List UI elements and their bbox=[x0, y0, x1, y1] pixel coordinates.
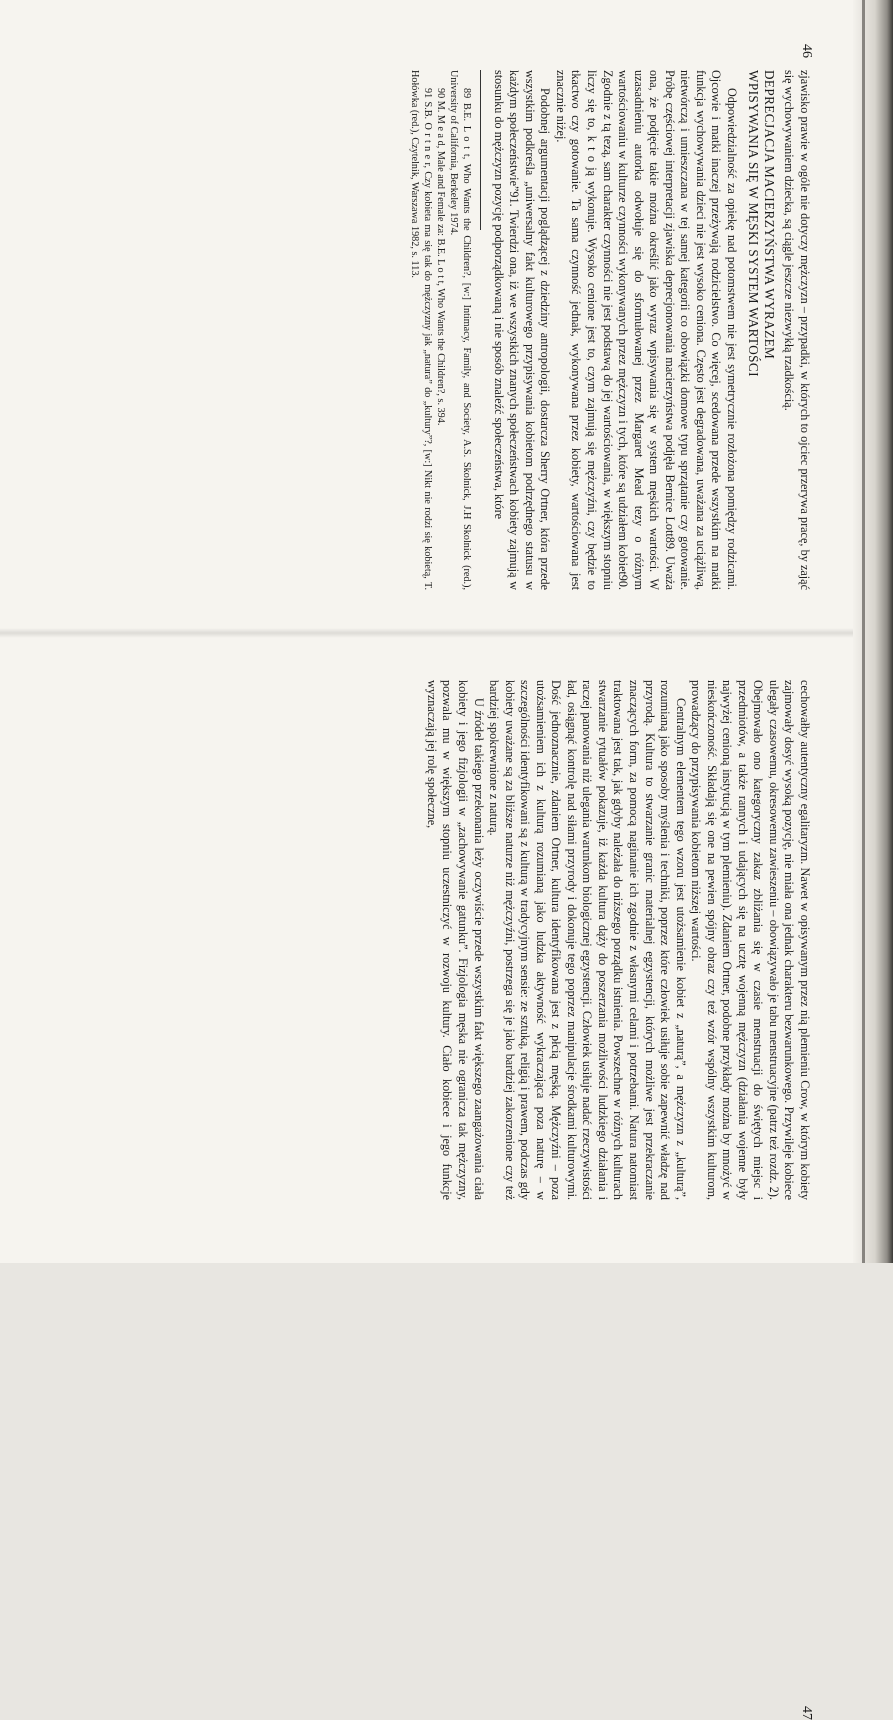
footnote-90: 90 M. M e a d, Male and Female za: B.E. L o t t, Who Wants the Children?, s. 394. bbox=[434, 88, 446, 426]
intro-paragraph: zjawisko prawie w ogóle nie dotyczy mężczyzn – przypadki, w których to ojciec przerywa pracę, by zająć się wychowywaniem dziecka, są ciągle jeszcze niezwykłą rzadkością. bbox=[782, 70, 812, 590]
book-gutter bbox=[0, 628, 893, 638]
section-heading bbox=[745, 70, 777, 590]
page-47 bbox=[100, 650, 820, 1720]
page-number-47: 47 bbox=[799, 1706, 814, 1720]
scan-edge-shadow bbox=[853, 0, 893, 1263]
paragraph: Odpowiedzialność za opiekę nad potomstwem nie jest symetrycznie rozłożona pomiędzy rodzicami. Ojcowie i matki inaczej przeżywają rodzicielstwo. Co więcej, scedowana przede wszystkim na matki funkcja wychowywania dzieci nie jest wysoko ceniona. Często jest degradowana, uważana za uciążliwą, nietwórczą i umieszczana w tej samej kategorii co obowiązki domowe typu sprzątanie czy gotowanie. Próbę częściowej interpretacji zjawiska deprecjonowania macierzyństwa podjęła Bernice Lott89. Uważa ona, że podjęcie takie można określić jako wyraz wpisywania się w system męskich wartości. W uzasadnieniu autorka odwołuje się do sformułowanej przez Margaret Mead tezy o różnym wartościowaniu w kulturze czynności wykonywanych przez mężczyzn i tych, które są udziałem kobiet90. Zgodnie z tą tezą, sam charakter czynności nie jest podstawą do jej wartościowania, w większym stopniu liczy się to, k t o ją wykonuje. Wysoko cenione jest to, czym zajmują się mężczyźni, czy będzie to tkactwo czy gotowanie. Ta sama czynność jednak, wykonywana przez kobiety, wartościowana jest znacznie niżej. bbox=[553, 70, 739, 590]
page-47-text bbox=[423, 680, 812, 1200]
page-number-46: 46 bbox=[799, 44, 814, 58]
footnote-rule bbox=[480, 70, 481, 230]
paragraph: Centralnym elementem tego wzoru jest utożsamienie kobiet z „naturą”, a mężczyzn z „kulturą”, rozumianą jako sposoby myślenia i techniki, poprzez które człowiek usiłuje sobie zapewnić władzę nad przyrodą. Kultura to stwarzanie granic materialnej egzystencji, których możliwe jest przekraczanie znaczących form, za pomocą naginanie ich zgodnie z własnymi celami i potrzebami. Natura natomiast traktowana jest tak, jak gdyby należała do niższego porządku istnienia. Powszechne w różnych kulturach stwarzanie rytuałów pokazuje, iż każda kultura dąży do poszerzania możliwości ludzkiego działania i raczej panowania niż ulegania warunkom biologicznej egzystencji. Człowiek usiłuje nadać rzeczywistości ład, osiągnąć kontrolę nad siłami przyrody i dokonuje tego poprzez manipulacje środkami kulturowymi. Dość jednoznacznie, zdaniem Ortner, kultura identyfikowana jest z płcią męską. Mężczyźni – poza utożsamieniem ich z kulturą rozumianą jako ludzka aktywność wykraczająca poza naturę – w szczególności identyfikowani są z kulturą w tradycyjnym sensie: ze sztuką, religią i prawem, podczas gdy kobiety uważane są za bliższe naturze niż mężczyźni, postrzega się je jako bardziej zakorzenione czy też bardziej spokrewnione z naturą. bbox=[487, 680, 688, 1200]
paragraph: U źródeł takiego przekonania leży oczywiście przede wszystkim fakt większego zaangażowania ciała kobiety i jego fizjologii w „zachowywanie gatunku”. Fizjologia męska nie ogranicza tak mężczyzny, pozwala mu w większym stopniu uczestniczyć w rozwoju kultury. Ciało kobiece i jego funkcje wyznaczają jej rolę społeczne, bbox=[424, 680, 486, 1200]
paragraph: Podobnej argumentacji poglądzącej z dziedziny antropologii, dostarcza Sherry Ortner, która przede wszystkim podkreśla „uniwersalny fakt kulturowego przypisywania kobietom podrzędnego statusu w każdym społeczeństwie”91. Twierdzi ona, iż we wszystkich znanych społeczeństwach kobiety zajmują w stosunku do mężczyzn pozycję podporządkowaną i nie sposób znaleźć społeczeństwa, które bbox=[491, 70, 553, 590]
paragraph: cechowałby autentyczny egalitaryzm. Nawet w opisywanym przez nią plemieniu Crow, w którym kobiety zajmowały dosyć wysoką pozycję, nie miała ona jednak charakteru bezwarunkowego. Przywileje kobiece ulegały czasowemu, okresowemu zawieszeniu – obowiązywało je tabu menstruacyjne (patrz też rozdz. 2). Obejmowało ono kategoryczny zakaz zbliżania się w czasie menstruacji do świętych miejsc i przedmiotów, a także rannych i udających się na ucztę wojenną mężczyzn (działania wojenne były najwyżej cenioną instytucją w tym plemieniu). Zdaniem Ortner, podobne przykłady można by mnożyć w nieskończoność. Składają się one na pewien spójny obraz czy też wzór wspólny wszystkim kulturom, prowadzący do przypisywania kobietom niższej wartości. bbox=[689, 680, 812, 1200]
scan-edge-line bbox=[862, 0, 865, 1263]
page-46-text bbox=[408, 70, 812, 590]
footnote-89: 89 B.E. L o t t, Who Wants the Children?, [w:] Intimacy, Family, and Society, A.S. Skolnick, J.H Skolnick (red.), University of California, Berkeley 1974. bbox=[448, 70, 473, 590]
heading-line-2: WPISYWANIA SIĘ W MĘSKI SYSTEM WARTOŚCI bbox=[745, 70, 761, 377]
heading-line-1: DEPRECJACJA MACIERZYŃSTWA WYRAZEM bbox=[761, 70, 777, 360]
page-46 bbox=[100, 34, 820, 594]
footnote-91: 91 S.B. O r t n e r, Czy kobieta ma się tak do mężczyzny jak „natura” do „kultury”?, [w:] Nikt nie rodzi się kobietą, T. Hołówka (red.), Czytelnik, Warszawa 1982, s. 113. bbox=[408, 70, 433, 590]
